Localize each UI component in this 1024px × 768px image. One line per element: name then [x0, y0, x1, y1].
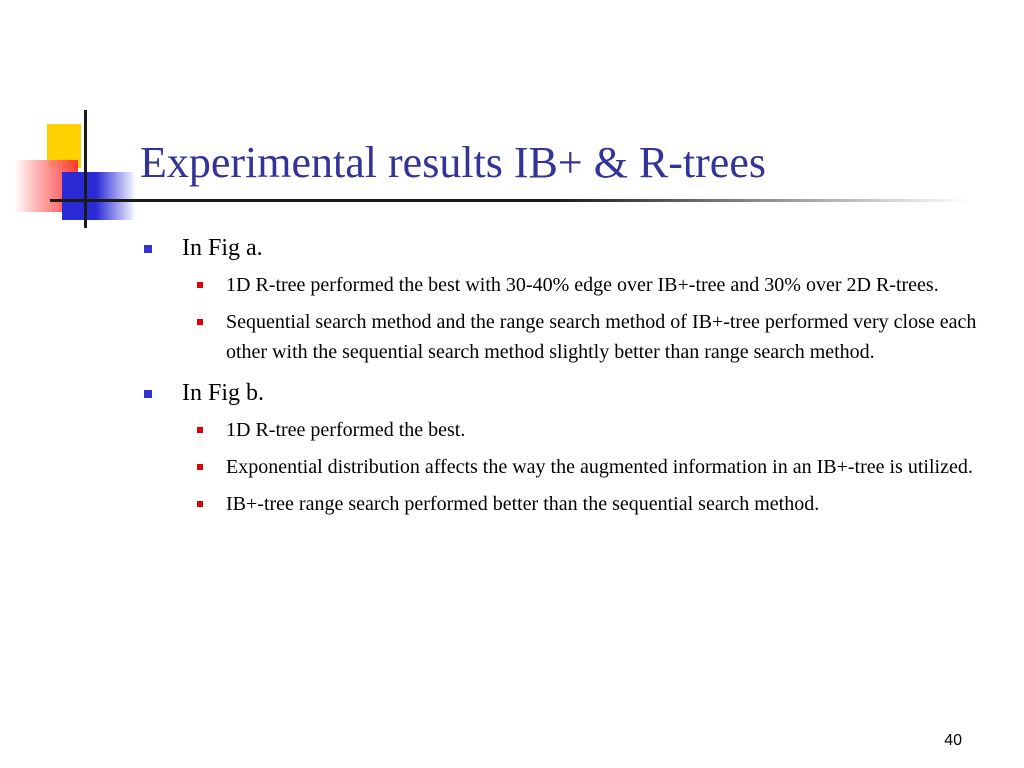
sub-bullet — [140, 415, 1000, 445]
sub-bullet-text: 1D R-tree performed the best. — [226, 419, 466, 441]
square-bullet-icon — [197, 319, 203, 325]
sub-bullet-text: Sequential search method and the range search method of IB+-tree performed very close each other with the sequential search method slightly better than range search method. — [226, 311, 977, 363]
bullet-text: In Fig b. — [182, 380, 265, 406]
square-bullet-icon — [197, 427, 203, 433]
logo-blue-fade — [96, 172, 136, 220]
sub-bullet — [140, 270, 1000, 300]
square-bullet-icon — [197, 464, 203, 470]
sub-bullet — [140, 489, 1000, 519]
slide-body — [140, 232, 1000, 526]
square-bullet-icon — [197, 282, 203, 288]
logo-blue-square — [62, 172, 98, 220]
sub-bullet — [140, 307, 1000, 367]
slide-title: Experimental results IB+ & R-trees — [140, 138, 766, 187]
logo-vertical-line — [84, 110, 87, 228]
square-bullet-icon — [144, 245, 152, 253]
title-underline — [50, 199, 970, 202]
sub-bullet-text: Exponential distribution affects the way the augmented information in an IB+-tree is utilized. — [226, 456, 973, 478]
sub-bullet-text: 1D R-tree performed the best with 30-40% edge over IB+-tree and 30% over 2D R-trees. — [226, 274, 939, 296]
bullet-fig-b — [140, 377, 1000, 409]
page-number: 40 — [944, 732, 962, 749]
sub-bullet-text: IB+-tree range search performed better than the sequential search method. — [226, 493, 820, 515]
bullet-text: In Fig a. — [182, 235, 263, 261]
square-bullet-icon — [144, 390, 152, 398]
sub-bullet — [140, 452, 1000, 482]
bullet-fig-a — [140, 232, 1000, 264]
square-bullet-icon — [197, 501, 203, 507]
